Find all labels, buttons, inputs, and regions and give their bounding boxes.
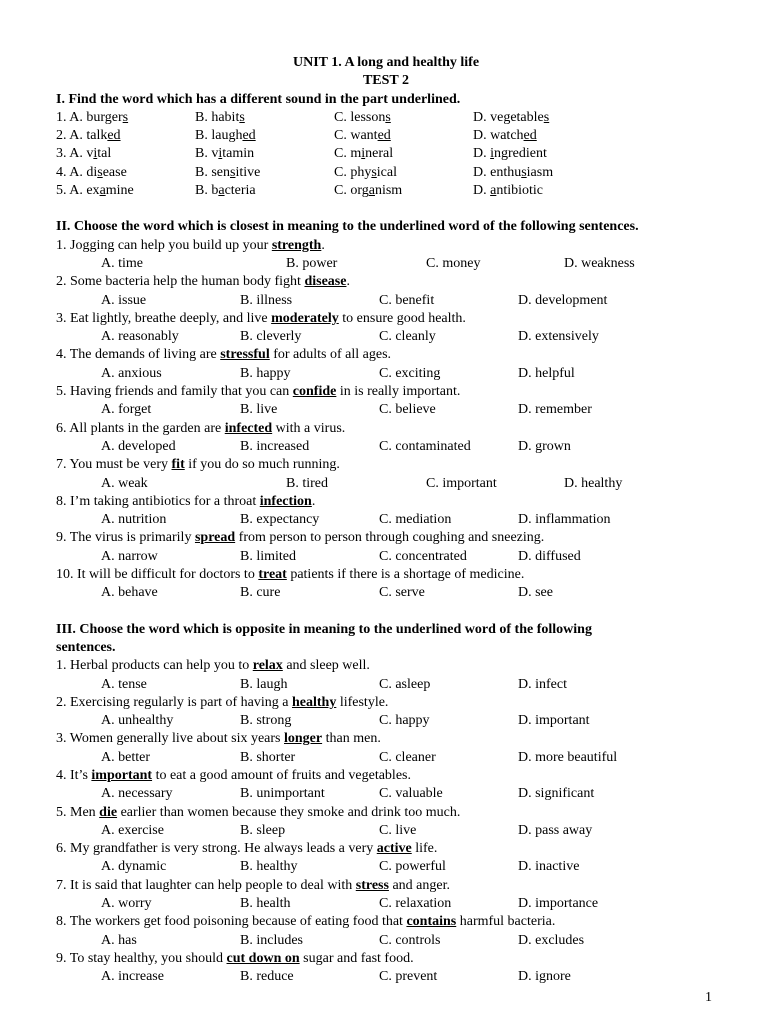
question-sentence (56, 694, 716, 712)
answer-option: A. reasonably (101, 329, 179, 345)
answer-option: B. laugh (240, 676, 288, 692)
sentence-text: 5. Having friends and family that you can (56, 384, 293, 400)
answer-option: D. development (518, 292, 608, 308)
answer-options (56, 475, 716, 493)
pronunciation-row (56, 164, 716, 182)
answer-option: B. shorter (240, 749, 296, 765)
answer-option: A. weak (101, 475, 148, 491)
underlined-keyword: active (376, 841, 412, 857)
answer-option: A. time (101, 255, 143, 271)
answer-options (56, 511, 716, 529)
underlined-keyword: die (99, 804, 118, 820)
answer-option: B. tired (286, 475, 328, 491)
underlined-part: s (521, 164, 527, 180)
question-number: 2. A. (56, 128, 87, 144)
choice-text: D. (473, 183, 491, 199)
answer-option: A. anxious (101, 365, 162, 381)
sentence-text: 2. Exercising regularly is part of having a (56, 694, 292, 710)
page-title: UNIT 1. A long and healthy life (292, 55, 480, 70)
section3-heading-line2: sentences. (56, 639, 116, 655)
question-sentence (56, 346, 716, 364)
answer-option: B. strong (240, 713, 292, 729)
choice-text: neral (365, 146, 394, 162)
question-number: 1. A. (56, 109, 87, 125)
sentence-text: than men. (322, 731, 381, 747)
sentence-text: 7. You must be very (56, 457, 172, 473)
sentence-text: 10. It will be difficult for doctors to (56, 567, 259, 583)
question-sentence (56, 804, 716, 822)
answer-option: A. nutrition (101, 512, 167, 528)
answer-option: A. has (101, 932, 137, 948)
choice-c (334, 127, 391, 145)
answer-option: C. happy (379, 713, 430, 729)
answer-options (56, 584, 716, 602)
answer-option: A. forget (101, 402, 152, 418)
underlined-keyword: moderately (271, 310, 339, 326)
underlined-keyword: infection (259, 493, 312, 509)
pronunciation-row (56, 109, 716, 127)
underlined-part: i (490, 146, 495, 162)
underlined-keyword: confide (292, 384, 337, 400)
underlined-keyword: cut down on (226, 950, 300, 966)
answer-option: C. believe (379, 402, 436, 418)
underlined-part: s (239, 109, 245, 125)
answer-option: B. happy (240, 365, 291, 381)
answer-options (56, 858, 716, 876)
choice-b (195, 127, 256, 145)
choice-text: D. vegetable (473, 109, 544, 125)
underlined-part: ed (242, 128, 256, 144)
choice-text: B. b (195, 183, 219, 199)
sentence-text: 1. Herbal products can help you to (56, 658, 253, 674)
answer-option: A. increase (101, 969, 164, 985)
choice-text: tal (97, 146, 112, 162)
choice-c (334, 109, 391, 127)
answer-option: B. power (286, 255, 338, 271)
choice-text: itive (235, 164, 261, 180)
answer-option: D. diffused (518, 548, 581, 564)
answer-option: A. behave (101, 585, 158, 601)
choice-c (334, 145, 393, 163)
answer-option: A. better (101, 749, 150, 765)
answer-option: C. valuable (379, 786, 443, 802)
answer-options (56, 785, 716, 803)
answer-option: D. significant (518, 786, 595, 802)
underlined-keyword: strength (271, 237, 322, 253)
question-sentence (56, 767, 716, 785)
choice-text: C. m (334, 146, 362, 162)
choice-b (195, 109, 245, 127)
question-number: 5. A. (56, 183, 87, 199)
answer-option: D. ignore (518, 969, 571, 985)
underlined-keyword: spread (194, 530, 236, 546)
answer-option: C. relaxation (379, 896, 452, 912)
answer-option: C. serve (379, 585, 425, 601)
answer-option: C. benefit (379, 292, 435, 308)
answer-option: A. dynamic (101, 859, 167, 875)
answer-option: C. controls (379, 932, 441, 948)
choice-c (334, 164, 397, 182)
sentence-text: . (321, 237, 325, 253)
sentence-text: to eat a good amount of fruits and vegetables. (152, 767, 411, 783)
answer-option: D. weakness (564, 255, 635, 271)
answer-options (56, 932, 716, 950)
answer-option: D. see (518, 585, 553, 601)
answer-option: D. helpful (518, 365, 575, 381)
answer-option: A. tense (101, 676, 147, 692)
underlined-keyword: important (91, 767, 153, 783)
sentence-text: 4. It’s (56, 767, 92, 783)
answer-option: D. pass away (518, 822, 593, 838)
choice-text: C. want (334, 128, 378, 144)
choice-b (195, 145, 254, 163)
choice-text: nism (374, 183, 403, 199)
question-sentence (56, 493, 716, 511)
sentence-text: . (311, 493, 316, 509)
sentence-text: 8. The workers get food poisoning because of eating food that (56, 914, 407, 930)
choice-text: C. phy (334, 164, 372, 180)
sentence-text: sugar and fast food. (299, 950, 414, 966)
choice-text: C. lesson (334, 109, 386, 125)
underlined-part: s (543, 109, 550, 125)
question-sentence (56, 237, 716, 255)
answer-option: B. sleep (240, 822, 286, 838)
section1-heading: I. Find the word which has a different sound in the part underlined. (56, 91, 461, 107)
underlined-keyword: longer (284, 731, 323, 747)
answer-option: C. prevent (379, 969, 438, 985)
choice-text: B. habit (195, 109, 240, 125)
underlined-keyword: infected (224, 420, 273, 436)
underlined-part: s (385, 109, 391, 125)
question-sentence (56, 566, 716, 584)
answer-option: D. more beautiful (518, 749, 618, 765)
sentence-text: for adults of all ages. (269, 347, 392, 363)
answer-options (56, 968, 716, 986)
sentence-text: 6. My grandfather is very strong. He always leads a very (56, 841, 377, 857)
answer-options (56, 676, 716, 694)
answer-options (56, 401, 716, 419)
choice-a (56, 145, 111, 163)
answer-option: C. mediation (379, 512, 452, 528)
answer-option: D. inflammation (518, 512, 611, 528)
answer-options (56, 365, 716, 383)
question-sentence (56, 913, 716, 931)
answer-options (56, 712, 716, 730)
answer-option: B. cleverly (240, 329, 302, 345)
question-sentence (56, 950, 716, 968)
choice-text: ex (86, 183, 100, 199)
question-sentence (56, 383, 716, 401)
question-sentence (56, 273, 716, 291)
answer-option: C. powerful (379, 859, 446, 875)
answer-option: B. limited (240, 548, 296, 564)
answer-option: A. unhealthy (101, 713, 174, 729)
answer-options (56, 749, 716, 767)
sentence-text: and sleep well. (282, 658, 370, 674)
answer-option: C. cleanly (379, 329, 436, 345)
sentence-text: 5. Men (56, 804, 100, 820)
choice-a (56, 164, 127, 182)
question-sentence (56, 657, 716, 675)
question-sentence (56, 310, 716, 328)
choice-text: ntibiotic (496, 183, 544, 199)
answer-options (56, 328, 716, 346)
underlined-keyword: stress (355, 877, 389, 893)
choice-d (473, 182, 543, 200)
choice-text: C. org (334, 183, 369, 199)
choice-d (473, 145, 547, 163)
sentence-text: harmful bacteria. (456, 914, 556, 930)
answer-option: A. exercise (101, 822, 164, 838)
underlined-part: a (218, 183, 225, 199)
choice-d (473, 109, 549, 127)
underlined-part: ed (377, 128, 391, 144)
sentence-text: to ensure good health. (338, 310, 466, 326)
question-sentence (56, 730, 716, 748)
choice-text: D. watch (473, 128, 524, 144)
sentence-text: 9. The virus is primarily (56, 530, 195, 546)
choice-text: cteria (224, 183, 256, 199)
sentence-text: 7. It is said that laughter can help people to deal with (56, 877, 356, 893)
answer-option: B. unimportant (240, 786, 325, 802)
sentence-text: 3. Women generally live about six years (56, 731, 284, 747)
section3-questions (56, 657, 716, 986)
answer-option: C. important (426, 475, 497, 491)
answer-option: C. contaminated (379, 438, 471, 454)
sentence-text: 8. I’m taking antibiotics for a throat (56, 493, 260, 509)
underlined-part: i (93, 146, 98, 162)
answer-option: B. increased (240, 438, 310, 454)
answer-option: B. live (240, 402, 278, 418)
underlined-part: i (361, 146, 366, 162)
question-sentence (56, 877, 716, 895)
underlined-part: s (371, 164, 377, 180)
sentence-text: 3. Eat lightly, breathe deeply, and live (56, 310, 272, 326)
choice-text: B. laugh (195, 128, 243, 144)
answer-options (56, 292, 716, 310)
choice-text: iasm (526, 164, 554, 180)
underlined-part: s (230, 164, 236, 180)
sentence-text: with a virus. (272, 420, 346, 436)
answer-option: A. narrow (101, 548, 158, 564)
choice-text: D. (473, 146, 491, 162)
underlined-keyword: healthy (291, 694, 337, 710)
question-sentence (56, 529, 716, 547)
answer-options (56, 438, 716, 456)
sentence-text: from person to person through coughing and sneezing. (235, 530, 545, 546)
question-number: 4. A. (56, 164, 87, 180)
answer-option: D. grown (518, 438, 571, 454)
question-sentence (56, 456, 716, 474)
answer-option: D. healthy (564, 475, 623, 491)
answer-option: B. includes (240, 932, 303, 948)
pronunciation-row (56, 145, 716, 163)
choice-a (56, 109, 128, 127)
sentence-text: 2. Some bacteria help the human body fight (56, 274, 305, 290)
answer-option: B. healthy (240, 859, 298, 875)
underlined-part: a (490, 183, 497, 199)
worksheet-page (56, 54, 716, 987)
underlined-part: i (218, 146, 223, 162)
sentence-text: in is really important. (336, 384, 461, 400)
answer-option: C. money (426, 255, 481, 271)
choice-text: B. sen (195, 164, 230, 180)
choice-text: di (86, 164, 98, 180)
choice-c (334, 182, 402, 200)
choice-text: D. enthu (473, 164, 522, 180)
question-sentence (56, 420, 716, 438)
answer-options (56, 895, 716, 913)
choice-b (195, 182, 256, 200)
section2-questions (56, 237, 716, 603)
section3-heading-line1: III. Choose the word which is opposite in meaning to the underlined word of the following (56, 621, 592, 637)
answer-option: C. live (379, 822, 417, 838)
sentence-text: 4. The demands of living are (56, 347, 221, 363)
underlined-part: a (368, 183, 375, 199)
choice-b (195, 164, 260, 182)
underlined-part: s (122, 109, 129, 125)
page-number: 1 (705, 990, 712, 1005)
answer-options (56, 255, 716, 273)
choice-text: talk (86, 128, 108, 144)
sentence-text: 9. To stay healthy, you should (56, 950, 227, 966)
answer-option: B. cure (240, 585, 281, 601)
choice-a (56, 182, 134, 200)
answer-option: D. extensively (518, 329, 599, 345)
choice-text: burger (86, 109, 123, 125)
sentence-text: 1. Jogging can help you build up your (56, 237, 272, 253)
choice-text: v (86, 146, 94, 162)
answer-option: B. health (240, 896, 291, 912)
sentence-text: 6. All plants in the garden are (56, 420, 225, 436)
answer-option: D. remember (518, 402, 592, 418)
choice-text: ical (376, 164, 398, 180)
underlined-keyword: contains (406, 914, 457, 930)
pronunciation-row (56, 127, 716, 145)
choice-text: ngredient (494, 146, 547, 162)
choice-text: B. v (195, 146, 219, 162)
answer-option: C. cleaner (379, 749, 436, 765)
sentence-text: life. (411, 841, 438, 857)
answer-option: C. asleep (379, 676, 431, 692)
underlined-keyword: treat (258, 567, 287, 583)
answer-option: A. necessary (101, 786, 173, 802)
answer-option: B. expectancy (240, 512, 320, 528)
answer-option: D. important (518, 713, 590, 729)
sentence-text: . (346, 274, 350, 290)
answer-options (56, 548, 716, 566)
sentence-text: if you do so much running. (184, 457, 340, 473)
answer-option: A. developed (101, 438, 176, 454)
answer-options (56, 822, 716, 840)
choice-a (56, 127, 121, 145)
section1-rows (56, 109, 716, 200)
pronunciation-row (56, 182, 716, 200)
choice-text: ease (102, 164, 127, 180)
choice-text: mine (105, 183, 134, 199)
underlined-keyword: fit (171, 457, 185, 473)
choice-d (473, 164, 553, 182)
sentence-text: lifestyle. (336, 694, 389, 710)
underlined-part: ed (523, 128, 537, 144)
underlined-part: ed (107, 128, 121, 144)
sentence-text: and anger. (388, 877, 450, 893)
underlined-part: s (97, 164, 103, 180)
section2-heading: II. Choose the word which is closest in meaning to the underlined word of the following sentences. (56, 219, 639, 235)
underlined-keyword: relax (252, 658, 283, 674)
answer-option: D. importance (518, 896, 599, 912)
underlined-keyword: stressful (220, 347, 270, 363)
answer-option: D. inactive (518, 859, 580, 875)
question-sentence (56, 840, 716, 858)
answer-option: A. issue (101, 292, 147, 308)
underlined-part: a (99, 183, 106, 199)
question-number: 3. A. (56, 146, 87, 162)
page-subtitle: TEST 2 (362, 73, 410, 89)
answer-option: C. concentrated (379, 548, 467, 564)
underlined-keyword: disease (304, 274, 347, 290)
answer-option: C. exciting (379, 365, 441, 381)
choice-d (473, 127, 537, 145)
answer-option: A. worry (101, 896, 152, 912)
answer-option: D. infect (518, 676, 567, 692)
answer-option: D. excludes (518, 932, 585, 948)
answer-option: B. illness (240, 292, 293, 308)
sentence-text: earlier than women because they smoke and drink too much. (117, 804, 461, 820)
answer-option: B. reduce (240, 969, 294, 985)
sentence-text: patients if there is a shortage of medicine. (286, 567, 525, 583)
choice-text: tamin (222, 146, 255, 162)
